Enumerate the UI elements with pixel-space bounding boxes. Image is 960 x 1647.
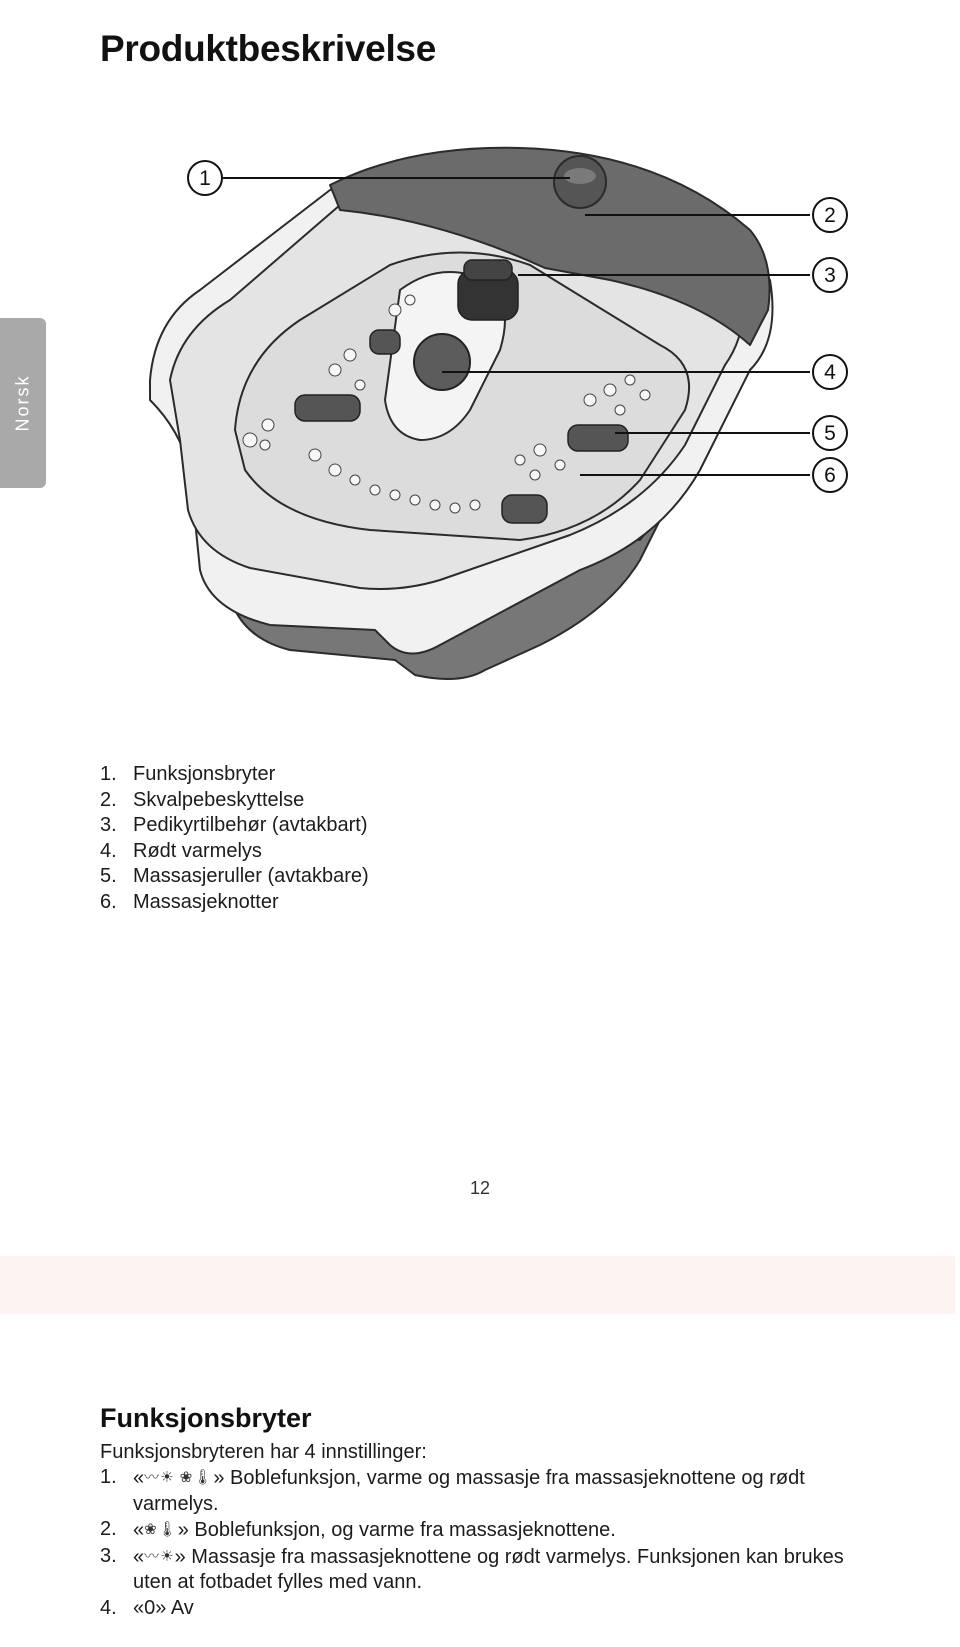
- list-item: 1. Funksjonsbryter: [100, 763, 276, 785]
- callout-6: 6: [824, 464, 836, 487]
- list-item: 2. «❀🌡» Boblefunksjon, og varme fra massasjeknottene.: [100, 1518, 616, 1541]
- parts-list: [100, 762, 369, 915]
- off-symbol: 0: [144, 1596, 156, 1619]
- bubble-heat-icon: ❀🌡: [144, 1521, 178, 1538]
- callout-2: 2: [824, 204, 836, 227]
- foot-spa-diagram: [140, 140, 900, 720]
- list-item: 6. Massasjeknotter: [100, 890, 279, 913]
- list-item: 4. Rødt varmelys: [100, 839, 262, 862]
- page-number: 12: [469, 1178, 491, 1198]
- red-heat-light: [414, 334, 470, 390]
- foot-spa-illustration: [140, 140, 900, 720]
- language-tab-label: Norsk: [12, 374, 33, 432]
- pedicure-brush: [458, 260, 518, 320]
- list-item: 5. Massasjeruller (avtakbare): [100, 865, 369, 887]
- massage-light-icon: 〰☀: [144, 1547, 175, 1565]
- callout-5: 5: [824, 422, 836, 445]
- page-break-band: [0, 1256, 955, 1314]
- language-side-tab: [0, 318, 46, 488]
- page-title: Produktbeskrivelse: [100, 28, 436, 69]
- list-item: 3. «〰☀» Massasje fra massasjeknottene og rødt varmelys. Funksjonen kan brukes uten at fotbadet fylles med vann.: [100, 1544, 844, 1593]
- callout-1: 1: [199, 167, 211, 190]
- list-item: 4. «0» Av: [100, 1596, 194, 1619]
- section-intro: Funksjonsbryteren har 4 innstillinger:: [100, 1441, 427, 1463]
- list-item: 3. Pedikyrtilbehør (avtakbart): [100, 814, 368, 836]
- list-item: 1. «〰☀ ❀🌡» Boblefunksjon, varme og massasje fra massasjeknottene og rødt varmelys.: [100, 1466, 805, 1515]
- list-item: 2. Skvalpebeskyttelse: [100, 788, 305, 811]
- callout-3: 3: [824, 264, 836, 287]
- callout-4: 4: [824, 361, 836, 384]
- section-title: Funksjonsbryter: [100, 1403, 312, 1433]
- bubble-heat-light-massage-icon: 〰☀ ❀🌡: [144, 1469, 214, 1486]
- settings-list: [100, 1465, 880, 1621]
